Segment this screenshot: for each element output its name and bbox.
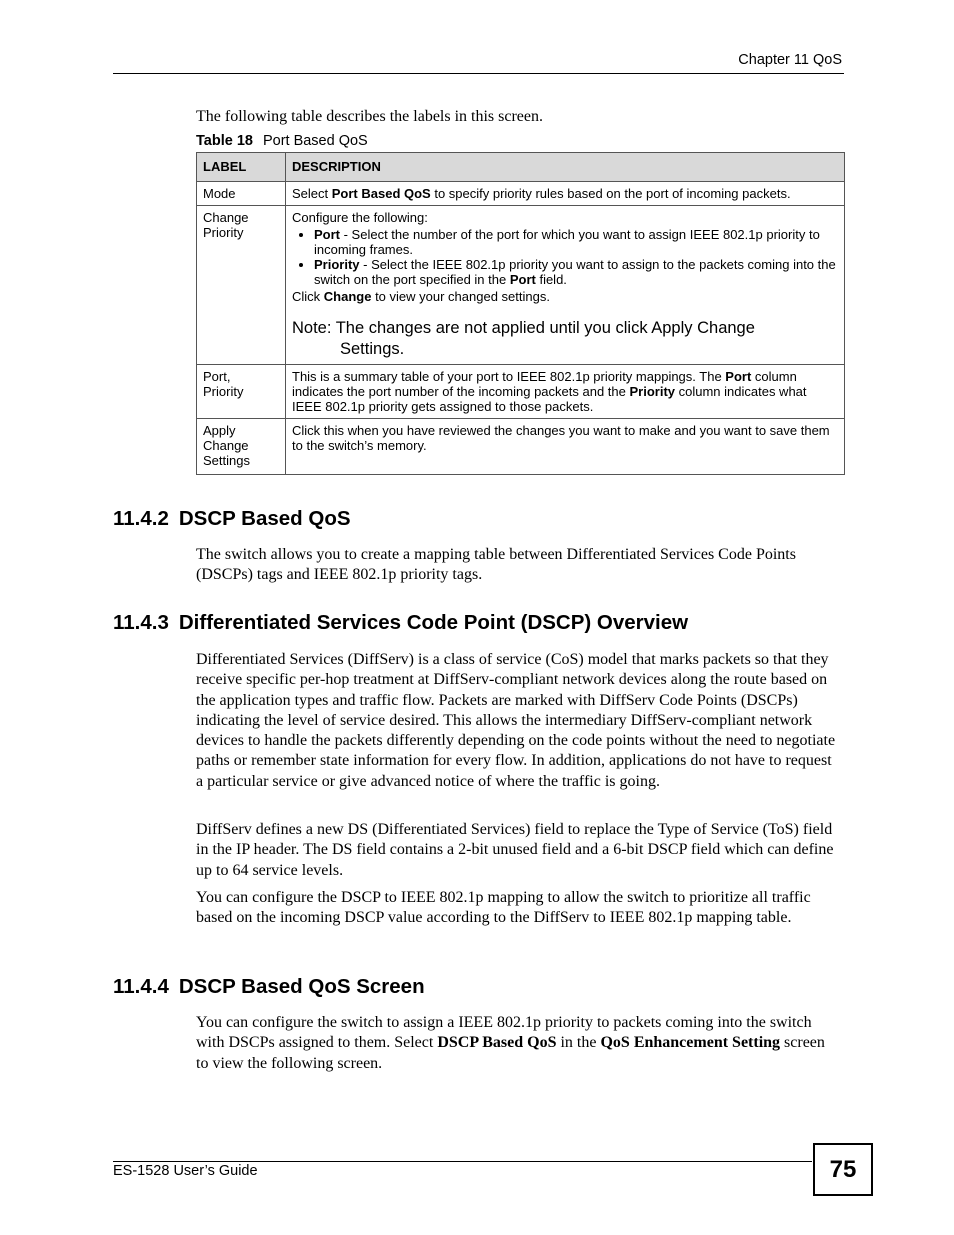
section-title: DSCP Based QoS Screen	[178, 975, 425, 998]
click-change-line	[292, 289, 838, 304]
paragraph	[196, 1013, 841, 1074]
row-label-mode: Mode	[197, 182, 286, 206]
section-heading-11-4-3	[113, 611, 688, 635]
text: to specify priority rules based on the port of incoming packets.	[430, 186, 791, 201]
page-number: 75	[813, 1143, 873, 1196]
intro-text: The following table describes the labels in this screen.	[196, 108, 544, 125]
desc-intro: Configure the following:	[292, 210, 428, 225]
bold-text: DSCP Based QoS	[437, 1034, 557, 1052]
note-line: Note: The changes are not applied until you click Apply Change	[292, 319, 755, 337]
row-desc-change-priority	[286, 206, 845, 365]
bullet-list	[292, 227, 838, 287]
row-label-port-priority	[197, 365, 286, 419]
paragraph: The switch allows you to create a mapping table between Differentiated Services Code Points (DSCPs) tags and IEEE 802.1p priority tags.	[196, 546, 796, 584]
text: column indicates what IEEE 802.1p priority gets assigned to those packets.	[292, 384, 807, 414]
label-line: Change	[203, 438, 249, 453]
row-label-change-priority	[197, 206, 286, 365]
text: - Select the IEEE 802.1p priority you want to assign to the packets coming into the switch on the port specified in the	[314, 257, 836, 287]
section-heading-11-4-4	[113, 975, 425, 999]
text: - Select the number of the port for which you want to assign IEEE 802.1p priority to incoming frames.	[314, 227, 820, 257]
section-title: Differentiated Services Code Point (DSCP) Overview	[178, 611, 689, 634]
footer-guide-title: ES-1528 User’s Guide	[113, 1163, 258, 1179]
footer-rule	[113, 1161, 812, 1162]
header-rule	[113, 73, 844, 74]
row-desc-apply-change-settings: Click this when you have reviewed the changes you want to make and you want to save them to the switch’s memory.	[286, 419, 845, 475]
table-header-row	[197, 153, 845, 182]
bold-text: QoS Enhancement Setting	[600, 1034, 781, 1052]
section-number: 11.4.3	[113, 611, 169, 634]
table-row-change-priority	[197, 206, 845, 365]
table-caption-title: Port Based QoS	[262, 133, 368, 149]
table-caption-label: Table 18	[196, 133, 253, 149]
text: in the	[556, 1034, 601, 1052]
paragraph: DiffServ defines a new DS (Differentiated Services) field to replace the Type of Service (ToS) field in the IP header. The DS field contains a 2-bit unused field and a 6-bit DSCP field which can define up to 64 service levels.	[196, 821, 834, 879]
table-caption	[196, 133, 368, 149]
note	[292, 318, 838, 360]
text: column indicates the port number of the incoming packets and the	[292, 369, 797, 399]
label-line: Settings	[203, 453, 250, 468]
section-number: 11.4.4	[113, 975, 169, 998]
note-line: Settings.	[340, 340, 405, 358]
bold-text: Port	[314, 227, 340, 242]
table-row-mode	[197, 182, 845, 206]
bold-text: Priority	[314, 257, 360, 272]
bullet-port	[314, 227, 838, 257]
label-line: Priority	[203, 225, 244, 240]
bold-text: Priority	[629, 384, 675, 399]
label-line: Port,	[203, 369, 231, 384]
section-heading-11-4-2	[113, 507, 351, 531]
table-row-apply-change-settings	[197, 419, 845, 475]
text: This is a summary table of your port to IEEE 802.1p priority mappings. The	[292, 369, 726, 384]
section-title: DSCP Based QoS	[178, 507, 351, 530]
col-header-description: DESCRIPTION	[286, 153, 845, 182]
text: Select	[292, 186, 332, 201]
label-line: Change	[203, 210, 249, 225]
bold-text: Port	[725, 369, 752, 384]
table-row-port-priority	[197, 365, 845, 419]
col-header-label: LABEL	[197, 153, 286, 182]
label-line: Priority	[203, 384, 244, 399]
bold-text: Port Based QoS	[331, 186, 431, 201]
row-label-apply-change-settings	[197, 419, 286, 475]
running-header: Chapter 11 QoS	[738, 52, 842, 68]
text: screen to view the following screen.	[196, 1034, 825, 1072]
row-desc-mode	[286, 182, 845, 206]
paragraph: Differentiated Services (DiffServ) is a class of service (CoS) model that marks packets so that they receive specific per-hop treatment at DiffServ-compliant network devices along the route based on the application types and traffic flow. Packets are marked with DiffServ Code Points (DSCPs) indicating the level of service desired. This allows the intermediary DiffServ-compliant network devices to handle the packets differently depending on the code points without the need to negotiate paths or remember state information for every flow. In addition, applications do not have to request a particular service or give advanced notice of where the traffic is going.	[196, 651, 836, 790]
text: Click	[292, 289, 324, 304]
text: field.	[535, 272, 567, 287]
bold-text: Port	[509, 272, 536, 287]
bold-text: Change	[323, 289, 372, 304]
text: to view your changed settings.	[371, 289, 550, 304]
port-based-qos-table	[196, 152, 845, 475]
section-number: 11.4.2	[113, 507, 169, 530]
row-desc-port-priority	[286, 365, 845, 419]
bullet-priority	[314, 257, 838, 287]
paragraph: You can configure the DSCP to IEEE 802.1p mapping to allow the switch to prioritize all traffic based on the incoming DSCP value according to the DiffServ to IEEE 802.1p mapping table.	[196, 889, 811, 927]
text: You can configure the switch to assign a IEEE 802.1p priority to packets coming into the switch with DSCPs assigned to them. Select	[196, 1014, 812, 1052]
label-line: Apply	[203, 423, 236, 438]
